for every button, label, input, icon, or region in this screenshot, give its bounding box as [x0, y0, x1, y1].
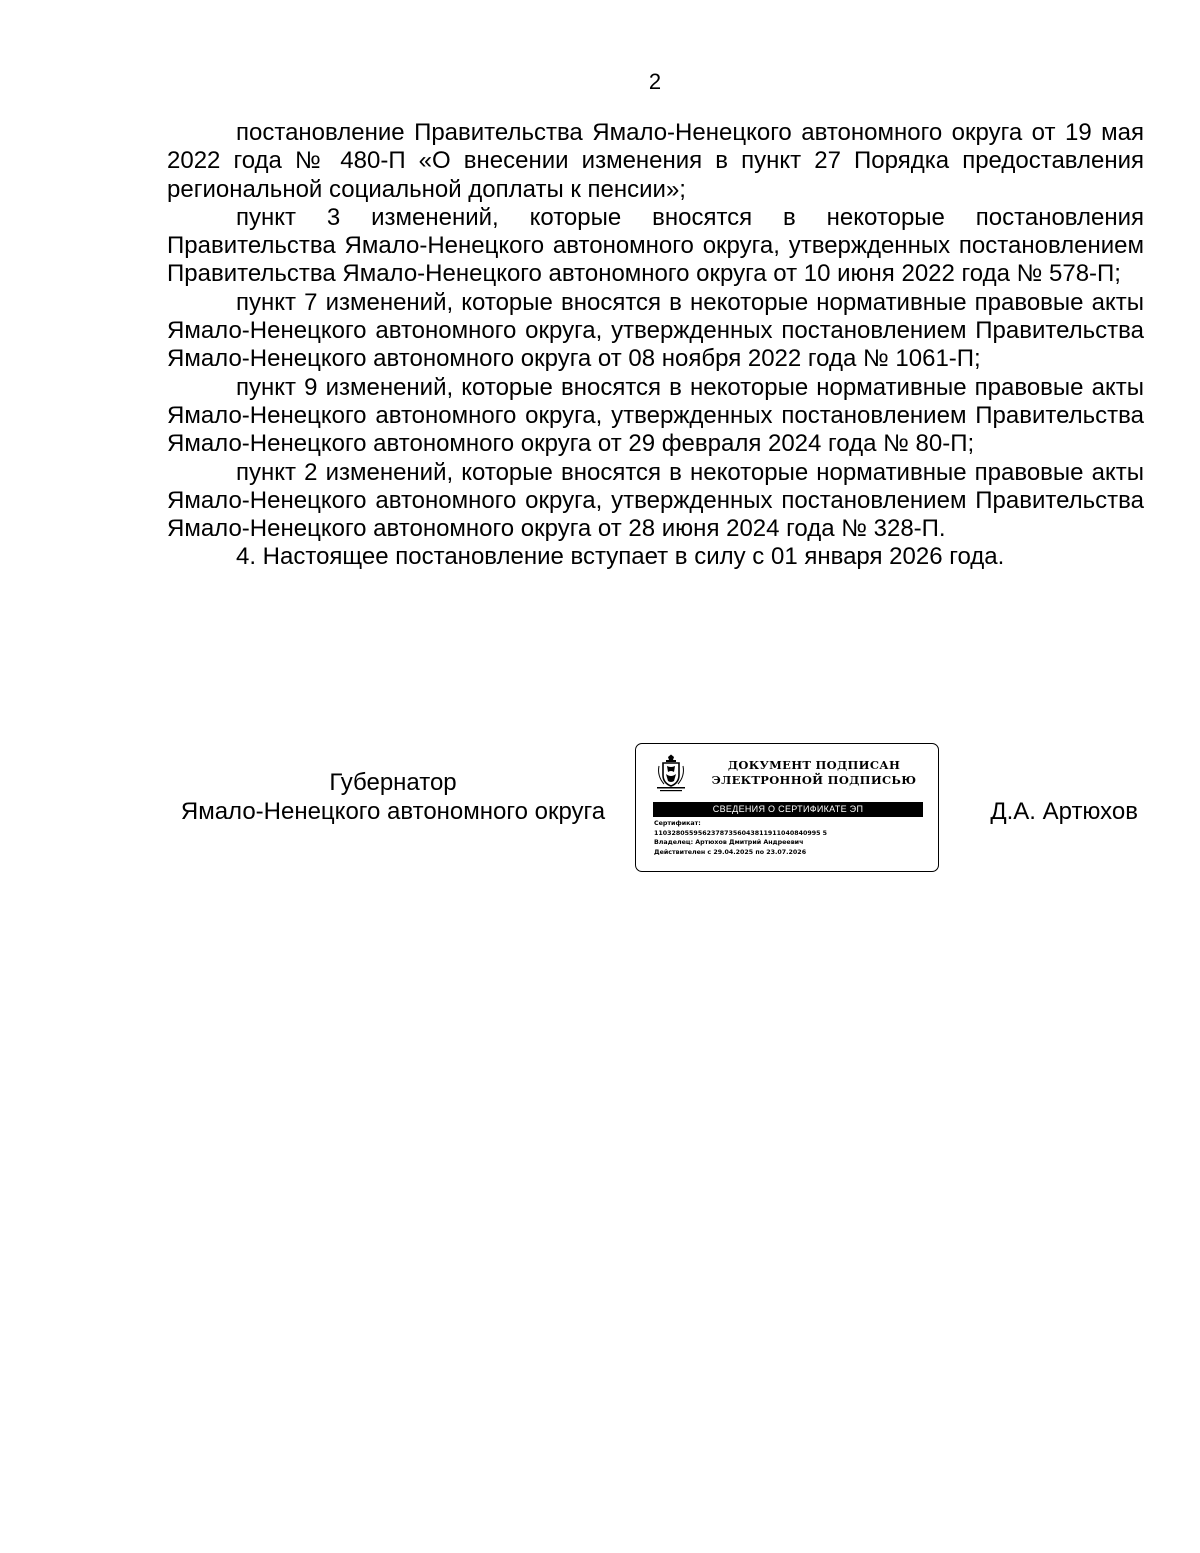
paragraph-item-2: пункт 2 изменений, которые вносятся в некоторые нормативные правовые акты Ямало-Ненецкого автономного округа, утвержденных постановлением Правительства Ямало-Ненецкого автономного округа от 28 июня 2024 года № 328-П.	[167, 458, 1144, 543]
certificate-details	[654, 819, 930, 857]
paragraph-resolution-480: постановление Правительства Ямало-Ненецкого автономного округа от 19 мая 2022 года № 480-П «О внесении изменения в пункт 27 Порядка предоставления региональной социальной доплаты к пенсии»;	[167, 119, 1144, 203]
paragraph-item-9: пункт 9 изменений, которые вносятся в некоторые нормативные правовые акты Ямало-Ненецкого автономного округа, утвержденных постановлением Правительства Ямало-Ненецкого автономного округа от 29 февраля 2024 года № 80-П;	[167, 373, 1144, 458]
stamp-heading-line1: ДОКУМЕНТ ПОДПИСАН	[727, 758, 901, 772]
paragraph-effective-date: 4. Настоящее постановление вступает в силу с 01 января 2026 года.	[236, 543, 1005, 571]
certificate-validity: Действителен с 29.04.2025 по 23.07.2026	[654, 848, 807, 856]
coat-of-arms-icon	[654, 754, 688, 794]
certificate-label: Сертификат:	[654, 820, 701, 827]
certificate-owner: Владелец: Артюхов Дмитрий Андреевич	[654, 839, 804, 847]
signature-block	[0, 742, 1200, 877]
paragraph-item-3: пункт 3 изменений, которые вносятся в некоторые постановления Правительства Ямало-Ненецкого автономного округа, утвержденных постановлением Правительства Ямало-Ненецкого автономного округа от 10 июня 2022 года № 578-П;	[167, 203, 1144, 288]
signer-position-line2: Ямало-Ненецкого автономного округа	[180, 798, 606, 825]
paragraph-item-7: пункт 7 изменений, которые вносятся в некоторые нормативные правовые акты Ямало-Ненецкого автономного округа, утвержденных постановлением Правительства Ямало-Ненецкого автономного округа от 08 ноября 2022 года № 1061-П;	[167, 288, 1144, 373]
electronic-signature-stamp	[635, 743, 939, 872]
document-body	[167, 119, 1144, 572]
page-number: 2	[648, 69, 662, 94]
certificate-info-bar: СВЕДЕНИЯ О СЕРТИФИКАТЕ ЭП	[653, 802, 923, 817]
stamp-heading-line2: ЭЛЕКТРОННОЙ ПОДПИСЬЮ	[711, 773, 917, 787]
signer-position	[167, 768, 619, 826]
certificate-number: 11032805595623787356043811911040840995 5	[654, 829, 828, 837]
signer-name: Д.А. Артюхов	[990, 798, 1138, 825]
stamp-heading	[702, 758, 926, 788]
signer-position-line1: Губернатор	[329, 769, 457, 796]
